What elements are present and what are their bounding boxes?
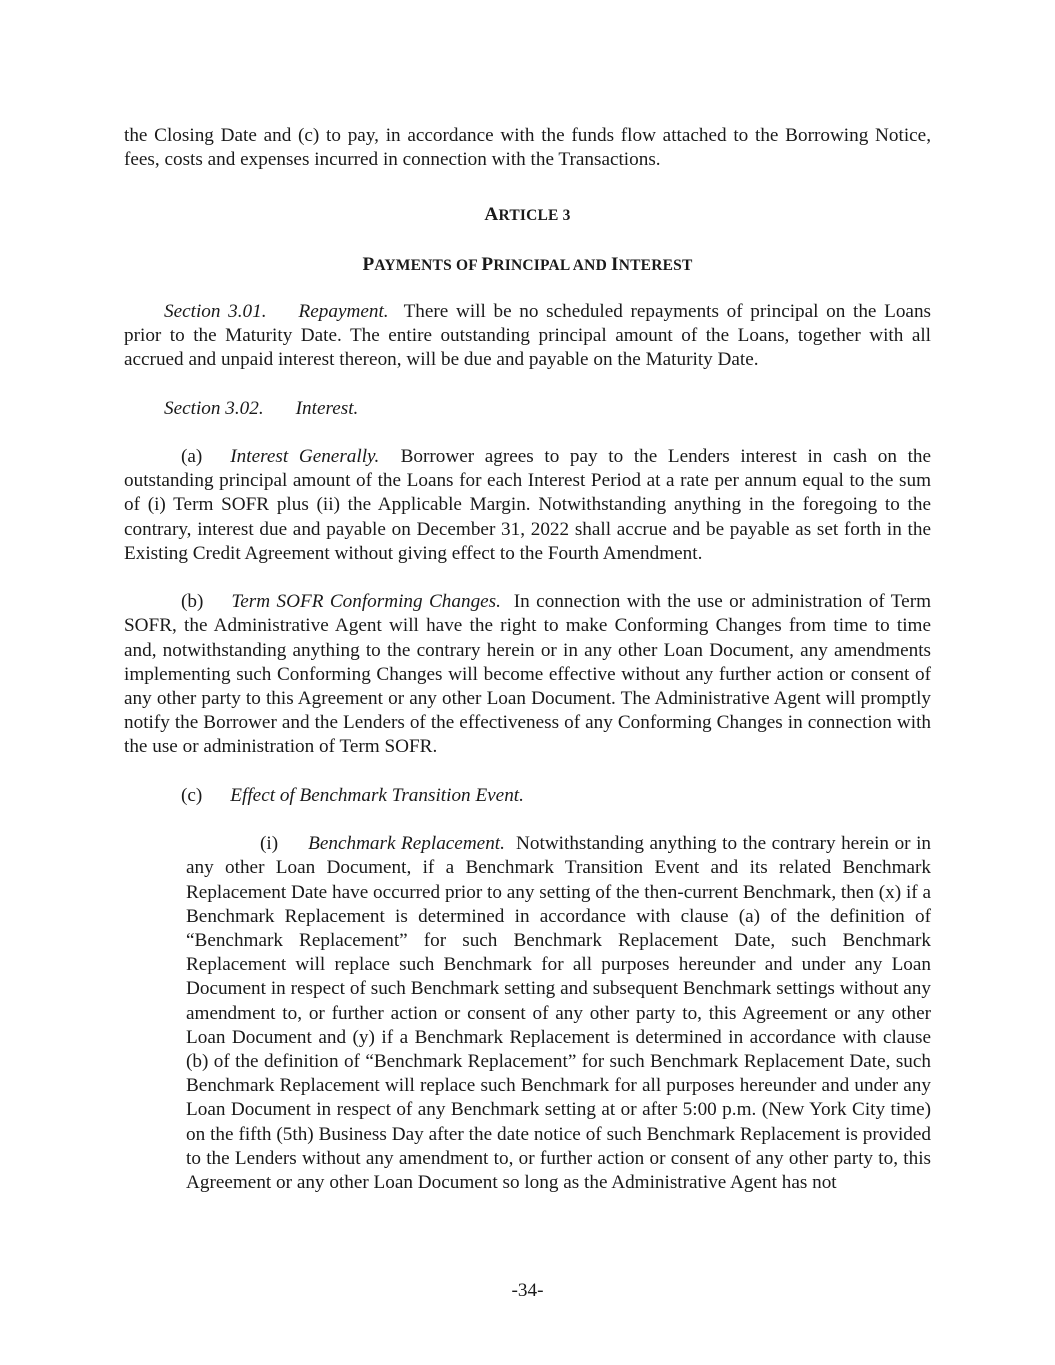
section-3-01-number: Section 3.01. bbox=[164, 300, 267, 322]
clause-c-i bbox=[186, 832, 931, 1195]
clause-c-i-paragraph bbox=[186, 832, 931, 1195]
page-number: -34- bbox=[511, 1280, 544, 1301]
clause-c bbox=[124, 784, 931, 808]
section-3-01-body: There will be no scheduled repayments of principal on the Loans prior to the Maturity Date. The entire outstanding principal amount of the Loans, together with all accrued and unpaid interest thereon, will be due and payable on the Maturity Date. bbox=[124, 300, 932, 371]
section-3-02-caption: Interest. bbox=[295, 397, 359, 419]
clause-c-label: (c) bbox=[181, 784, 203, 806]
clause-a-body: Borrower agrees to pay to the Lenders interest in cash on the outstanding principal amount of the Loans for each Interest Period at a rate per annum equal to the sum of (i) Term SOFR plus (ii) the Applicable Margin. Notwithstanding anything in the foregoing to the contrary, interest due and payable on December 31, 2022 shall accrue and be payable as set forth in the Existing Credit Agreement without giving effect to the Fourth Amendment. bbox=[124, 446, 932, 564]
clause-c-caption: Effect of Benchmark Transition Event. bbox=[230, 784, 524, 806]
article-heading bbox=[124, 203, 931, 228]
clause-a bbox=[124, 445, 931, 566]
article-title-cap-1: P bbox=[362, 253, 375, 275]
article-title-cap-3: I bbox=[611, 253, 619, 275]
article-label-rest: RTICLE 3 bbox=[498, 207, 571, 225]
section-3-02-number: Section 3.02. bbox=[164, 397, 264, 419]
document-page bbox=[124, 124, 931, 1195]
section-3-02 bbox=[124, 397, 931, 421]
clause-c-i-body: Notwithstanding anything to the contrary herein or in any other Loan Document, if a Benchmark Transition Event and its related Benchmark Replacement Date have occurred prior to any setting of the then-current Benchmark, then (x) if a Benchmark Replacement is determined in accordance with clause (a) of the definition of “Benchmark Replacement” for such Benchmark Replacement Date, such Benchmark Replacement will replace such Benchmark for all purposes hereunder and under any Loan Document in respect of such Benchmark setting and subsequent Benchmark settings without any amendment to, or further action or consent of any other party to, this Agreement or any other Loan Document and (y) if a Benchmark Replacement is determined in accordance with clause (b) of the definition of “Benchmark Replacement” for such Benchmark Replacement Date, such Benchmark Replacement will replace such Benchmark for all purposes hereunder and under any Loan Document in respect of any Benchmark setting at or after 5:00 p.m. (New York City time) on the fifth (5th) Business Day after the date notice of such Benchmark Replacement is provided to the Lenders without any amendment to, or further action or consent of any other party to, this Agreement or any other Loan Document so long as the Administrative Agent has not bbox=[186, 833, 932, 1194]
clause-c-i-caption: Benchmark Replacement. bbox=[308, 833, 505, 855]
clause-c-i-label: (i) bbox=[260, 833, 279, 855]
clause-a-caption: Interest Generally. bbox=[230, 446, 380, 467]
article-title-part-2: RINCIPAL AND bbox=[493, 256, 612, 274]
clause-b-label: (b) bbox=[181, 591, 204, 613]
article-title-cap-2: P bbox=[481, 253, 494, 275]
section-3-01 bbox=[124, 300, 931, 373]
article-title-part-3: NTEREST bbox=[618, 256, 693, 274]
article-title-part-1: AYMENTS OF bbox=[374, 256, 482, 274]
clause-b-body: In connection with the use or administration of Term SOFR, the Administrative Agent will have the right to make Conforming Changes from time to time and, notwithstanding anything to the contrary herein or in any other Loan Document, any amendments implementing such Conforming Changes will become effective without any further action or consent of any other party to this Agreement or any other Loan Document. The Administrative Agent will promptly notify the Borrower and the Lenders of the effectiveness of any Conforming Changes in connection with the use or administration of Term SOFR. bbox=[124, 591, 932, 758]
continuation-paragraph: the Closing Date and (c) to pay, in accordance with the funds flow attached to the Borrowing Notice, fees, costs and expenses incurred in connection with the Transactions. bbox=[124, 125, 931, 171]
article-label-initial: A bbox=[484, 204, 499, 226]
article-title bbox=[124, 253, 931, 278]
clause-b-caption: Term SOFR Conforming Changes. bbox=[231, 591, 501, 613]
section-3-01-caption: Repayment. bbox=[298, 300, 389, 322]
clause-b bbox=[124, 590, 931, 759]
clause-a-label: (a) bbox=[181, 446, 203, 467]
